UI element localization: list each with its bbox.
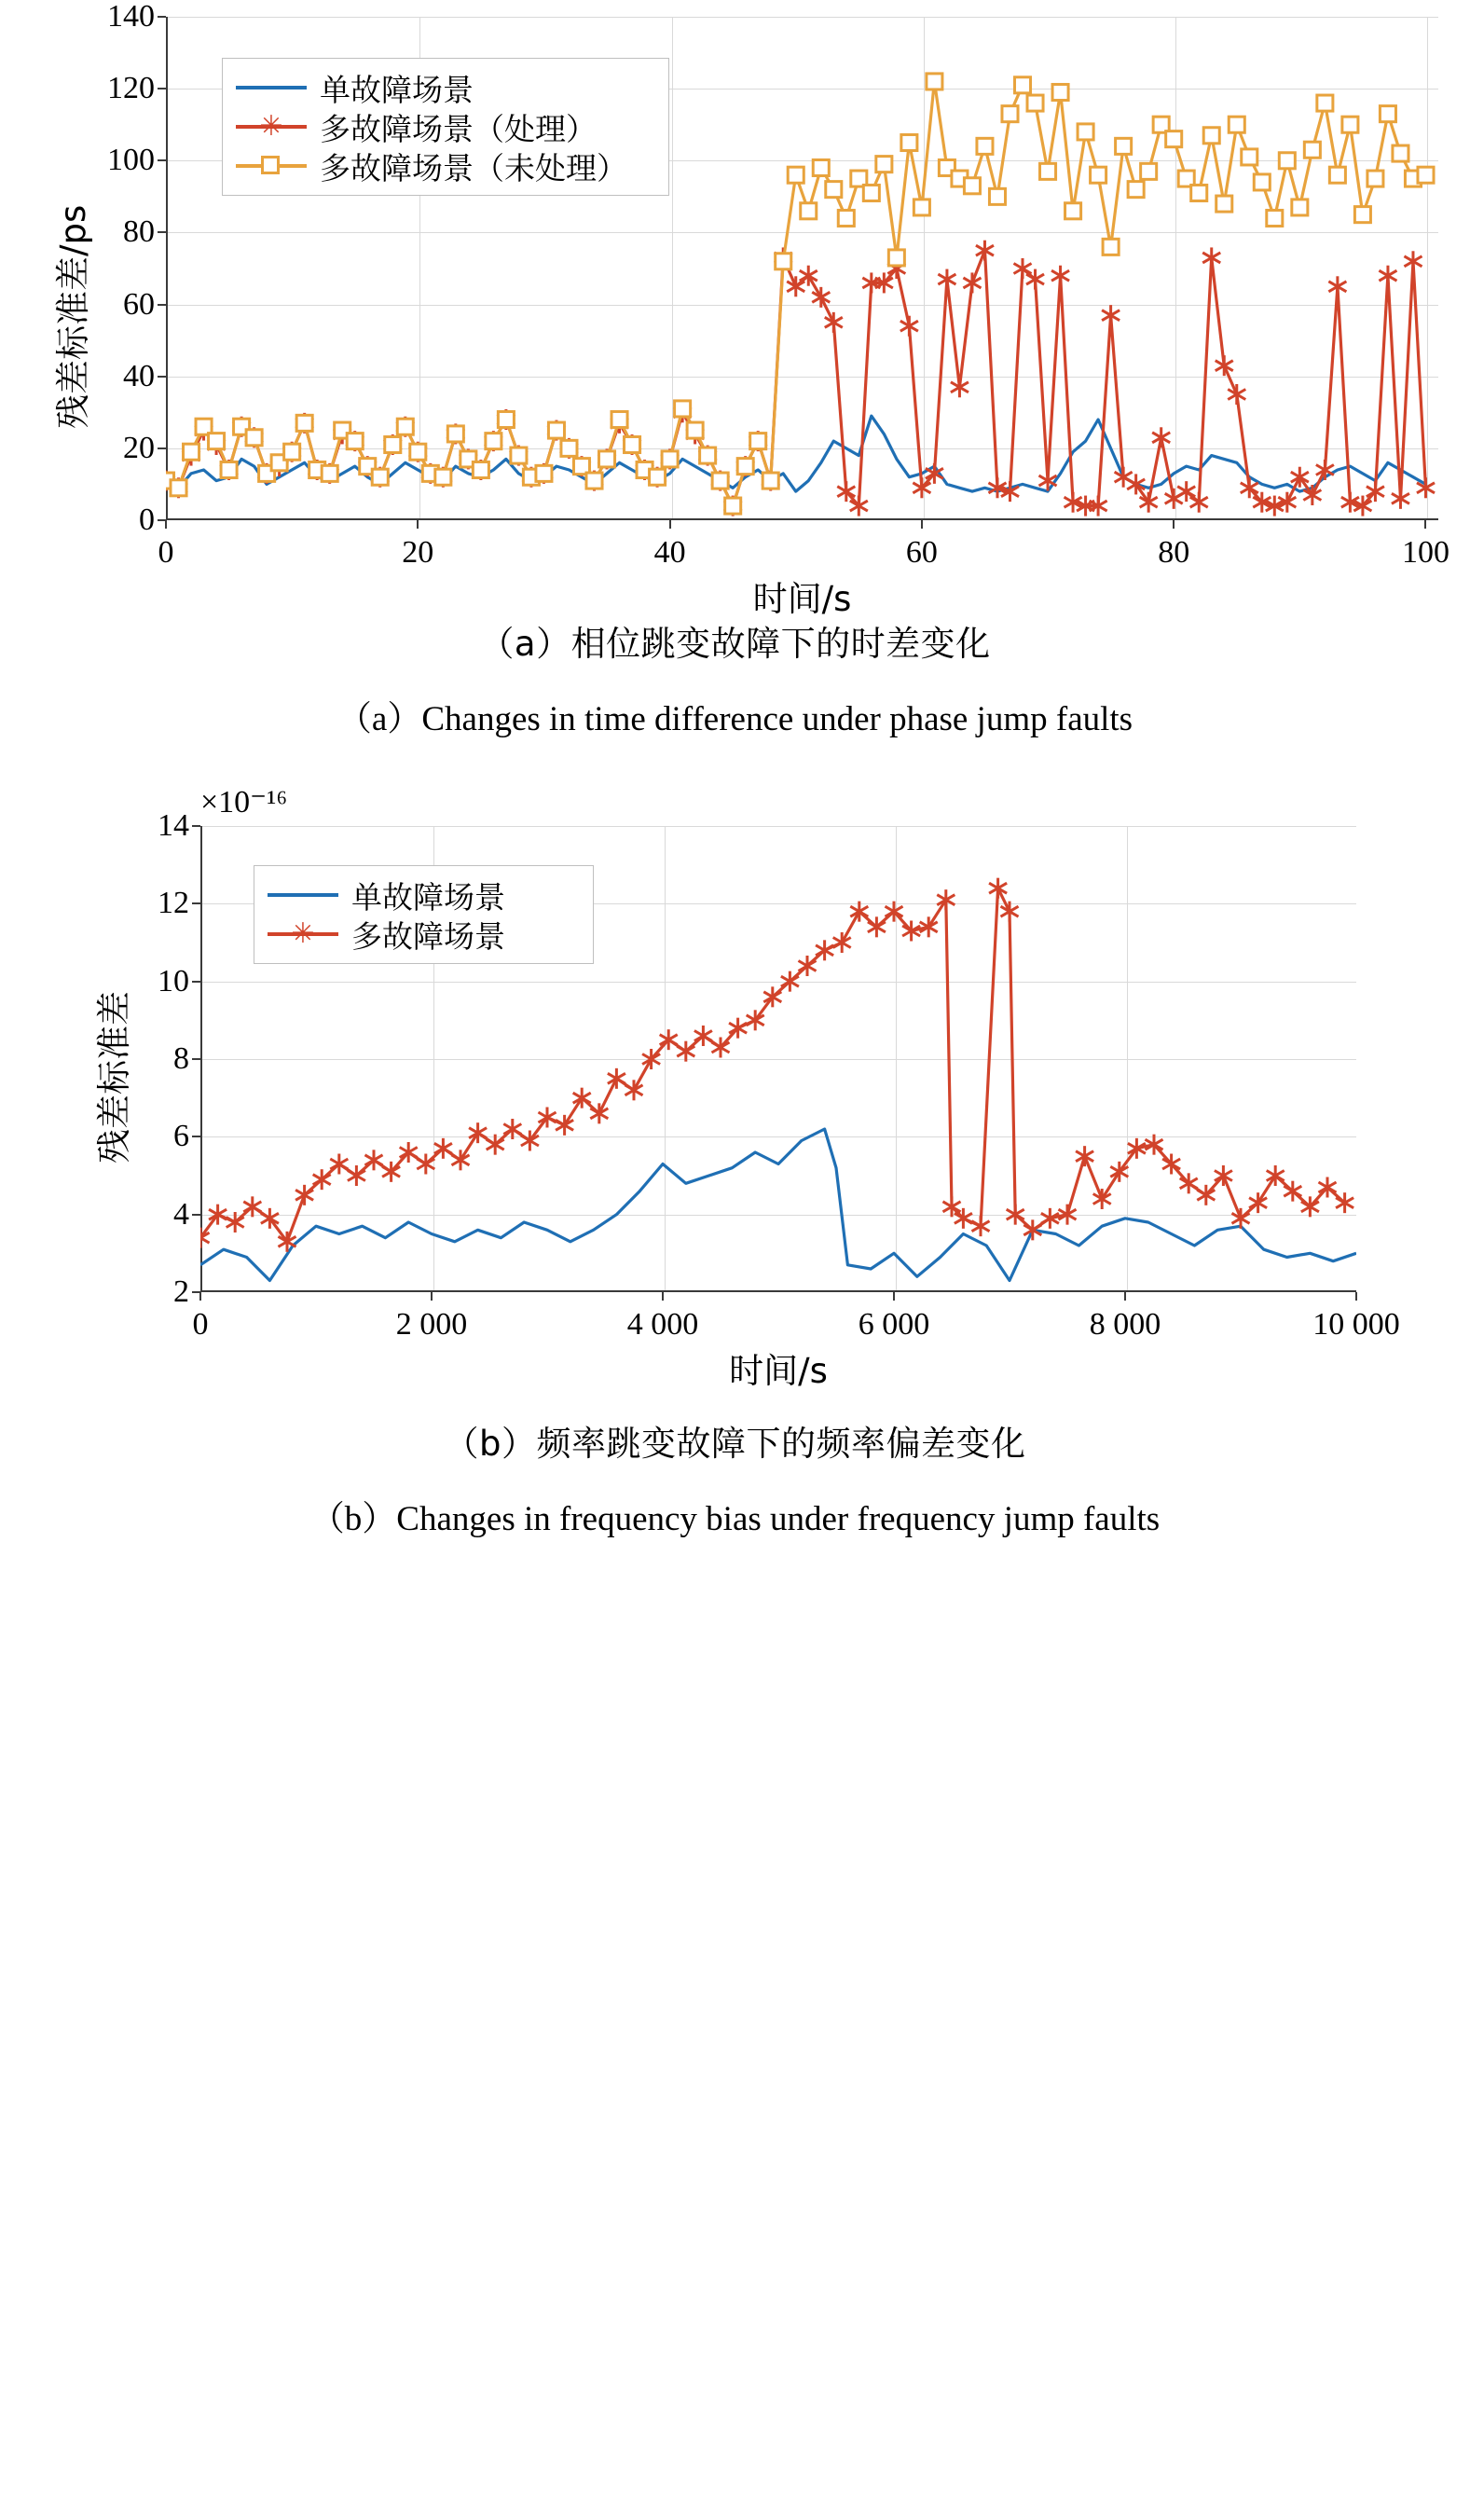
y-axis-tick-mark <box>192 1058 200 1060</box>
y-axis-tick-mark <box>192 1214 200 1216</box>
x-axis-tick-mark <box>669 520 671 529</box>
legend-swatch-line-blue <box>236 74 307 102</box>
y-axis-tick-label: 60 <box>123 286 155 322</box>
chart-b-legend <box>254 865 594 964</box>
y-axis-tick-mark <box>158 376 166 378</box>
y-axis-tick-label: 12 <box>158 886 189 921</box>
legend-swatch-asterisk-red-b: ✳ <box>268 920 338 948</box>
legend-item-single-fault <box>236 68 648 107</box>
y-axis-tick-mark <box>158 519 166 521</box>
y-axis-tick-label: 14 <box>158 808 189 843</box>
x-axis-tick-mark <box>199 1292 201 1301</box>
x-axis-tick-mark <box>921 520 923 529</box>
x-axis-tick-label: 100 <box>1401 535 1449 570</box>
figure-a-caption-cn: （a）相位跳变故障下的时差变化 <box>479 624 991 664</box>
x-axis-tick-label: 6 000 <box>858 1307 930 1342</box>
y-axis-tick-label: 6 <box>173 1119 189 1154</box>
legend-label-multi-fault-unhandled: 多故障场景（未处理） <box>320 149 627 186</box>
x-axis-tick-label: 20 <box>402 535 434 570</box>
chart-b-xlabel: 时间/s <box>729 1351 828 1391</box>
chart-b-ylabel: 残差标准差 <box>94 991 134 1164</box>
legend-label-multi-fault-b: 多故障场景 <box>351 917 505 955</box>
figure-a-caption <box>0 615 1470 740</box>
x-axis-tick-mark <box>662 1292 664 1301</box>
x-axis-tick-label: 8 000 <box>1089 1307 1161 1342</box>
y-axis-tick-label: 2 <box>173 1274 189 1309</box>
y-axis-tick-label: 0 <box>139 503 155 537</box>
y-axis-tick-label: 80 <box>123 214 155 250</box>
y-axis-tick-label: 140 <box>107 0 155 34</box>
figure-a-caption-en: （a）Changes in time difference under phase jump faults <box>337 700 1133 738</box>
x-axis-tick-label: 0 <box>192 1307 209 1342</box>
x-axis-tick-mark <box>1173 520 1175 529</box>
legend-item-multi-fault-unhandled <box>236 146 648 186</box>
legend-item-multi-fault-b <box>268 915 572 954</box>
y-axis-tick-label: 40 <box>123 358 155 393</box>
figure-a <box>0 0 1470 740</box>
x-axis-tick-mark <box>1124 1292 1126 1301</box>
y-axis-tick-label: 4 <box>173 1196 189 1232</box>
chart-a-xlabel: 时间/s <box>752 579 852 619</box>
chart-a-legend <box>222 58 669 196</box>
legend-label-multi-fault-handled: 多故障场景（处理） <box>320 110 597 147</box>
figure-b <box>0 772 1470 1540</box>
y-axis-tick-mark <box>158 88 166 90</box>
x-axis-tick-label: 40 <box>653 535 686 570</box>
y-axis-tick-mark <box>192 981 200 983</box>
legend-swatch-square-orange <box>236 152 307 180</box>
x-axis-tick-label: 10 000 <box>1312 1307 1400 1342</box>
x-axis-tick-mark <box>893 1292 895 1301</box>
x-axis-tick-label: 4 000 <box>626 1307 699 1342</box>
y-axis-tick-mark <box>192 902 200 904</box>
series-2 <box>166 241 1435 516</box>
y-axis-tick-label: 120 <box>107 71 155 106</box>
y-axis-tick-mark <box>158 304 166 306</box>
y-axis-tick-mark <box>158 16 166 18</box>
y-axis-tick-label: 100 <box>107 143 155 178</box>
legend-label-single-fault: 单故障场景 <box>320 71 474 108</box>
x-axis-tick-label: 80 <box>1158 535 1190 570</box>
chart-a-ylabel: 残差标准差/ps <box>53 204 93 429</box>
legend-swatch-line-blue-b <box>268 881 338 909</box>
x-axis-tick-mark <box>165 520 167 529</box>
y-axis-tick-mark <box>158 159 166 161</box>
y-axis-tick-mark <box>192 1136 200 1137</box>
x-axis-tick-mark <box>1424 520 1426 529</box>
y-axis-tick-label: 10 <box>158 963 189 998</box>
x-axis-tick-mark <box>1355 1292 1357 1301</box>
x-axis-tick-label: 0 <box>158 535 174 570</box>
figure-b-caption-en: （b）Changes in frequency bias under frequency jump faults <box>309 1500 1161 1538</box>
legend-swatch-asterisk-red: ✳ <box>236 113 307 141</box>
x-axis-tick-label: 60 <box>905 535 938 570</box>
y-axis-tick-mark <box>192 1291 200 1293</box>
y-axis-tick-label: 8 <box>173 1041 189 1076</box>
x-axis-tick-mark <box>417 520 419 529</box>
x-axis-tick-mark <box>431 1292 433 1301</box>
x-axis-tick-label: 2 000 <box>395 1307 468 1342</box>
legend-item-single-fault-b <box>268 875 572 915</box>
y-axis-tick-mark <box>192 825 200 827</box>
chart-b-y-exponent: ×10⁻¹⁶ <box>200 785 288 819</box>
legend-label-single-fault-b: 单故障场景 <box>351 878 505 916</box>
figure-b-caption-cn: （b）频率跳变故障下的频率偏差变化 <box>444 1424 1026 1464</box>
figure-b-caption <box>0 1415 1470 1540</box>
y-axis-tick-mark <box>158 448 166 449</box>
y-axis-tick-mark <box>158 231 166 233</box>
series-1 <box>166 416 1426 491</box>
y-axis-tick-label: 20 <box>123 430 155 465</box>
legend-item-multi-fault-handled <box>236 107 648 146</box>
